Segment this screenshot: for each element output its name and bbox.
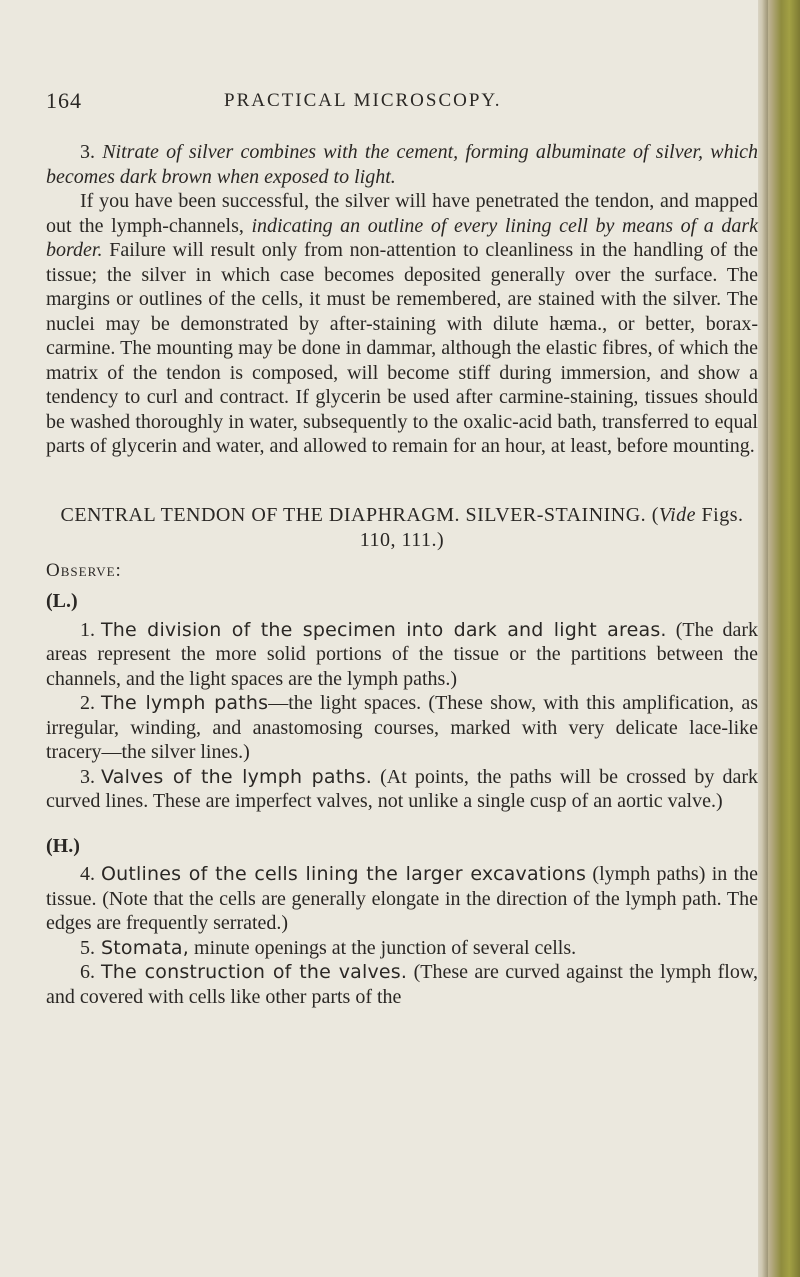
item-text: —the light spaces. (These show, with this amplification, as irregular, winding, and anastomosing courses, marked with very delicate lace-like tracery—the silver lines.)	[46, 692, 758, 763]
observation-item-2	[46, 691, 758, 765]
item-number: 3.	[80, 765, 95, 788]
item-term: The lymph paths	[101, 692, 269, 714]
item-text: (These are curved against the lymph flow, and covered with cells like other parts of the	[46, 961, 758, 1008]
figure-reference-vide: Vide	[658, 503, 697, 526]
observation-item-1	[46, 618, 758, 692]
item-term: Stomata,	[101, 936, 190, 959]
observation-item-4	[46, 862, 758, 936]
section-heading-main: CENTRAL TENDON OF THE DIAPHRAGM. SILVER-STAINING.	[60, 503, 647, 526]
section-3-text-italic: indicating an outline of every lining cell by means of a dark border.	[46, 214, 759, 261]
item-number: 5.	[80, 936, 95, 959]
page-header	[46, 88, 758, 118]
item-text: minute openings at the junction of several cells.	[189, 936, 577, 959]
section-3-text-before: If you have been successful, the silver will have penetrated the tendon, and mapped out the lymph-channels,	[46, 190, 758, 237]
observe-label	[46, 559, 758, 584]
section-3-italic-lead: Nitrate of silver combines with the cement, forming albuminate of silver, which becomes dark brown when exposed to light.	[46, 141, 759, 188]
page-edge-shadow	[762, 0, 768, 1277]
observation-item-3	[46, 765, 758, 814]
item-number: 1.	[80, 618, 95, 641]
observation-item-5	[46, 936, 758, 961]
running-head: PRACTICAL MICROSCOPY.	[224, 90, 502, 111]
group-label-high-power: (H.)	[46, 834, 80, 857]
item-number: 4.	[80, 863, 95, 885]
item-text: (The dark areas represent the more solid portions of the tissue or the partitions between the channels, and the light spaces are the lymph paths.)	[46, 618, 758, 690]
figure-reference-figs: Figs. 110, 111.)	[359, 503, 744, 551]
section-3-text-after: Failure will result only from non-attention to cleanliness in the handling of the tissue; the silver in which case becomes deposited generally over the surface. The margins or outlines of the cells, it must be remembered, are stained with the silver. The nuclei may be demonstrated by after-staining with dilute hæma., or better, borax-carmine. The mounting may be done in dammar, although the elastic fibres, of which the matrix of the tendon is composed, will become stiff during immersion, and show a tendency to curl and contract. If glycerin be used after carmine-staining, tissues should be washed thoroughly in water, subsequently to the oxalic-acid bath, transferred to equal parts of glycerin and water, and allowed to remain for an hour, at least, before mounting.	[46, 239, 758, 457]
item-term: The division of the specimen into dark and light areas.	[101, 618, 667, 641]
page-number: 164	[46, 88, 82, 113]
observation-item-6	[46, 960, 758, 1009]
item-text: (At points, the paths will be crossed by dark curved lines. These are imperfect valves, not unlike a single cusp of an aortic valve.)	[46, 765, 758, 812]
section-3-lead	[46, 140, 758, 189]
item-term: Outlines of the cells lining the larger excavations	[101, 863, 587, 885]
observe-text: Observe:	[46, 559, 122, 581]
group-label-low-power: (L.)	[46, 590, 78, 612]
section-3-paragraph	[46, 189, 758, 459]
figure-reference: (Vide Figs. 110, 111.)	[359, 503, 744, 551]
body-text	[46, 140, 758, 1009]
item-number: 6.	[80, 961, 95, 983]
item-term: The construction of the valves.	[101, 961, 408, 983]
item-number: 2.	[80, 692, 95, 714]
section-3-number: 3.	[80, 141, 95, 163]
section-heading	[46, 503, 758, 553]
item-text: (lymph paths) in the tissue. (Note that the cells are generally elongate in the direction of the lymph path. The edges are frequently serrated.)	[46, 863, 759, 934]
item-term: Valves of the lymph paths.	[101, 765, 372, 788]
